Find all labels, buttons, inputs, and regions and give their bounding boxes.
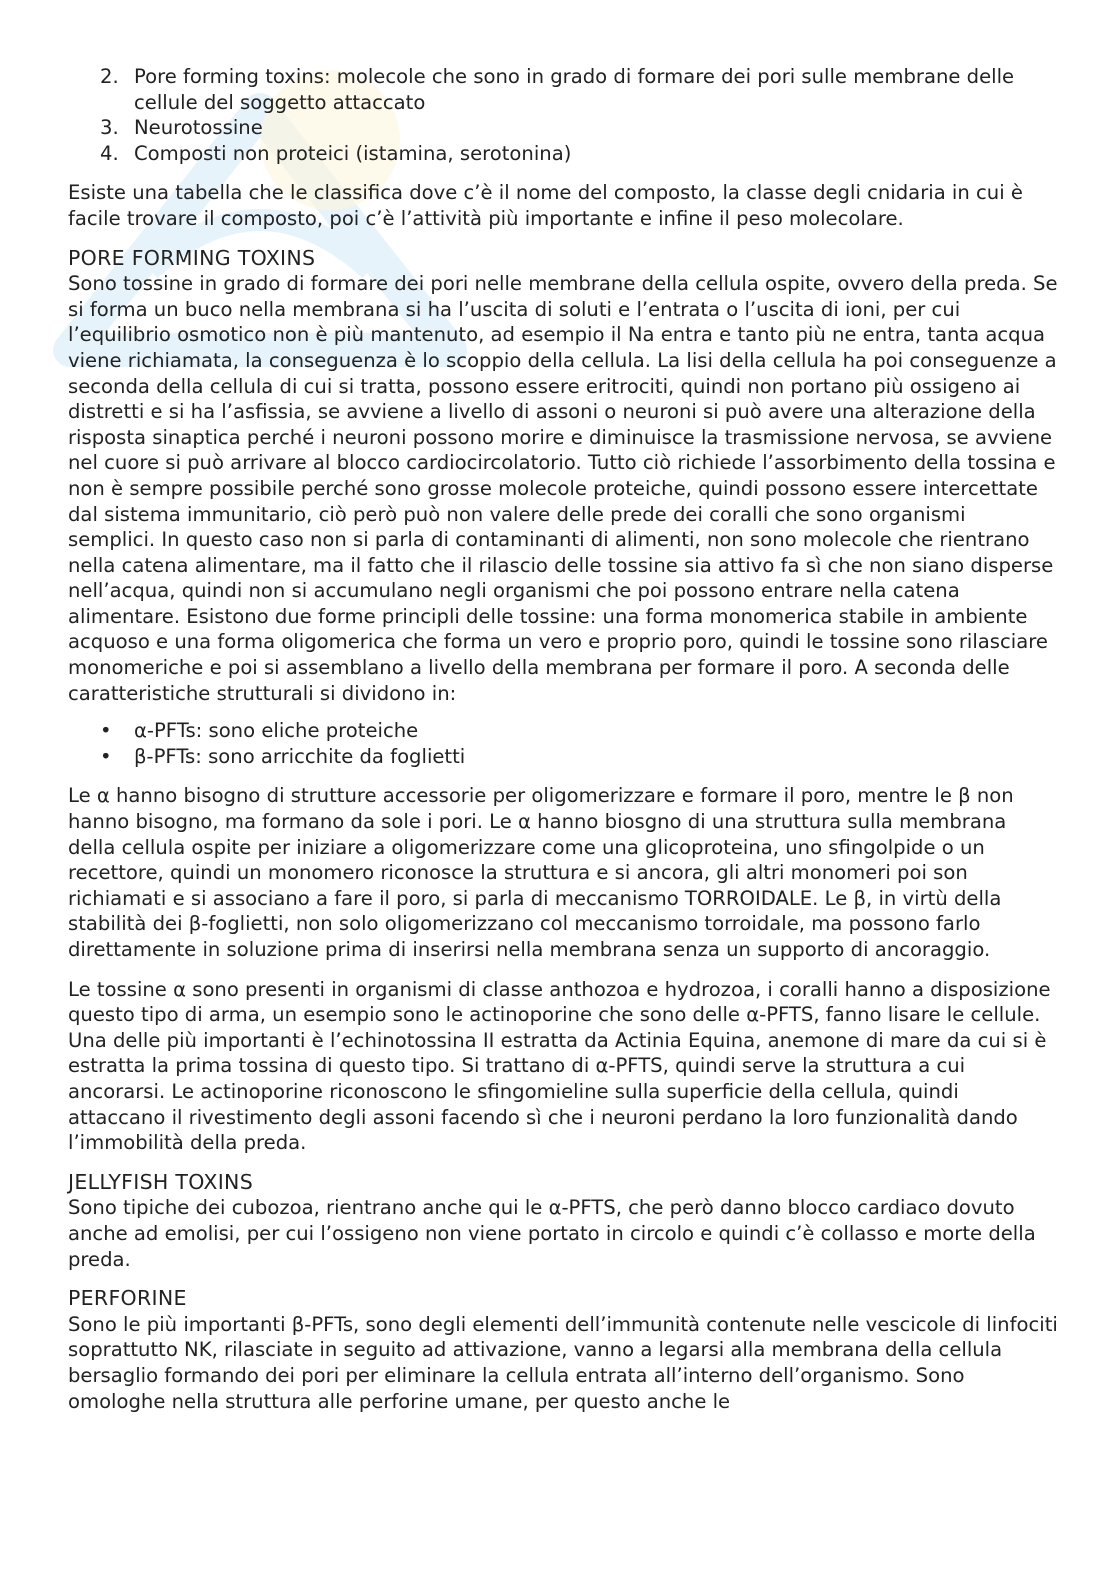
pft-paragraph-3: Le tossine α sono presenti in organismi di classe anthozoa e hydrozoa, i coralli hanno a disposizione questo tipo di arma, un esempio sono le actinoporine che sono delle α-PFTS, fanno lisare le cellule. Una delle più importanti è l’echinotossina II estratta da Actinia Equina, anemone di mare da cui si è estratta la prima tossina di questo tipo. Si trattano di α-PFTS, quindi serve la struttura a cui ancorarsi. Le actinoporine riconoscono le sfingomieline sulla superficie della cellula, quindi attaccano il rivestimento degli assoni facendo sì che i neuroni perdano la loro funzionalità dando l’immobilità della preda.: [68, 977, 1051, 1155]
list-item: [68, 115, 1058, 141]
bullet-dot-icon: •: [100, 719, 112, 743]
list-item-text: Composti non proteici (istamina, serotonina): [134, 141, 572, 165]
jellyfish-paragraph: Sono tipiche dei cubozoa, rientrano anche qui le α-PFTS, che però danno blocco cardiaco dovuto anche ad emolisi, per cui l’ossigeno non viene portato in circolo e quindi c’è collasso e morte della preda.: [68, 1196, 1036, 1271]
intro-paragraph: Esiste una tabella che le classifica dove c’è il nome del composto, la classe degli cnidaria in cui è facile trovare il composto, poi c’è l’attività più importante e infine il peso molecolare.: [68, 181, 1023, 230]
perforine-paragraph: Sono le più importanti β-PFTs, sono degli elementi dell’immunità contenute nelle vescicole di linfociti soprattutto NK, rilasciate in seguito ad attivazione, vanno a legarsi alla membrana della cellula bersaglio formando dei pori per eliminare la cellula entrata all’interno dell’organismo. Sono omologhe nella struttura alle perforine umane, per questo anche le: [68, 1312, 1058, 1413]
list-item-text: Neurotossine: [134, 116, 263, 140]
pft-bullet-list: [68, 718, 1058, 769]
section-heading-pore-forming-toxins: PORE FORMING TOXINS: [68, 245, 316, 270]
bullet-item: [68, 744, 1058, 770]
bullet-dot-icon: •: [100, 744, 112, 768]
bullet-text: β-PFTs: sono arricchite da foglietti: [134, 744, 466, 768]
bullet-item: [68, 718, 1058, 744]
list-item: [68, 141, 1058, 167]
top-numbered-list: [68, 64, 1058, 166]
pft-paragraph-2: Le α hanno bisogno di strutture accessorie per oligomerizzare e formare il poro, mentre le β non hanno bisogno, ma formano da sole i pori. Le α hanno biosgno di una struttura sulla membrana della cellula ospite per iniziare a oligomerizzare come una glicoproteina, uno sfingolpide o un recettore, quindi un monomero riconosce la struttura e si ancora, gli altri monomeri poi son richiamati e si associano a fare il poro, si parla di meccanismo TORROIDALE. Le β, in virtù della stabilità dei β-foglietti, non solo oligomerizzano col meccanismo torroidale, ma possono farlo direttamente in soluzione prima di inserirsi nella membrana senza un supporto di ancoraggio.: [68, 784, 1014, 961]
list-item-number: 3.: [100, 116, 119, 140]
section-heading-perforine: PERFORINE: [68, 1286, 187, 1311]
section-heading-jellyfish-toxins: JELLYFISH TOXINS: [68, 1169, 254, 1194]
list-item-number: 2.: [100, 65, 119, 88]
pft-paragraph: Sono tossine in grado di formare dei pori nelle membrane della cellula ospite, ovvero della preda. Se si forma un buco nella membrana si ha l’uscita di soluti e l’entrata o l’uscita di ioni, per cui l’equilibrio osmotico non è più mantenuto, ad esempio il Na entra e tanto più ne entra, tanta acqua viene richiamata, la conseguenza è lo scoppio della cellula. La lisi della cellula ha poi conseguenze a seconda della cellula di cui si tratta, possono essere eritrociti, quindi non portano più ossigeno ai distretti e si ha l’asfissia, se avviene a livello di assoni o neuroni si può avere una alterazione della risposta sinaptica perché i neuroni possono morire e diminuisce la trasmissione nervosa, se avviene nel cuore si può arrivare al blocco cardiocircolatorio. Tutto ciò richiede l’assorbimento della tossina e non è sempre possibile perché sono grosse molecole proteiche, quindi possono essere intercettate dal sistema immunitario, ciò però può non valere delle prede dei coralli che sono organismi semplici. In questo caso non si parla di contaminanti di alimenti, non sono molecole che rientrano nella catena alimentare, ma il fatto che il rilascio delle tossine sia attivo fa sì che non siano disperse nell’acqua, quindi non si accumulano negli organismi che poi possono entrare nella catena alimentare. Esistono due forme principli delle tossine: una forma monomerica stabile in ambiente acquoso e una forma oligomerica che forma un vero e proprio poro, quindi le tossine sono rilasciare monomeriche e poi si assemblano a livello della membrana per formare il poro. A seconda delle caratteristiche strutturali si dividono in:: [68, 272, 1058, 705]
document-page: [68, 64, 1058, 1414]
list-item: [68, 64, 1058, 115]
list-item-text: Pore forming toxins: molecole che sono in grado di formare dei pori sulle membrane delle cellule del soggetto attaccato: [134, 65, 1015, 114]
bullet-text: α-PFTs: sono eliche proteiche: [134, 719, 419, 743]
list-item-number: 4.: [100, 141, 119, 165]
